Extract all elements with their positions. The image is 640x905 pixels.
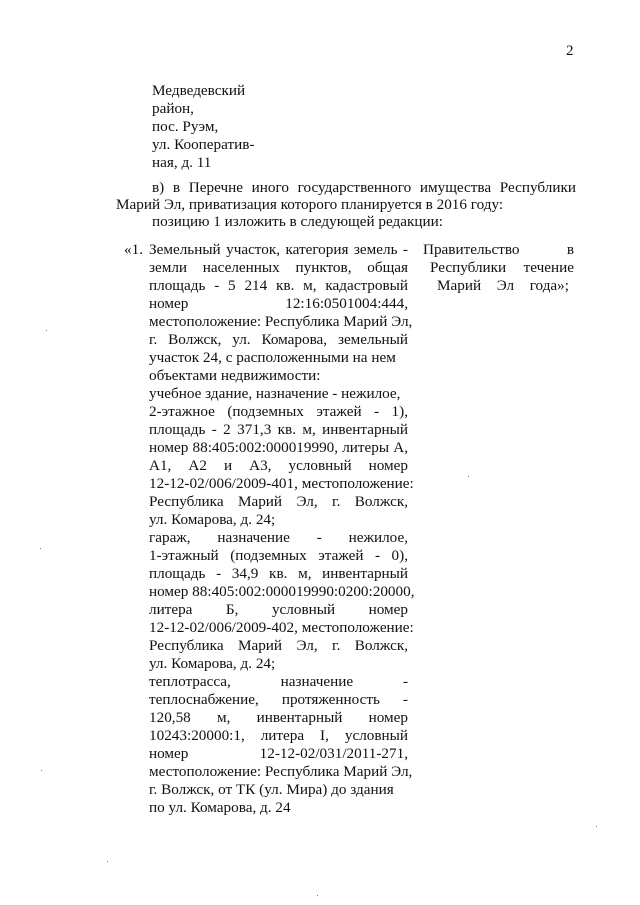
description-line: г. Волжск, ул. Комарова, земельный bbox=[149, 331, 408, 348]
scan-speck bbox=[596, 826, 597, 827]
item-number: «1. bbox=[124, 241, 143, 258]
scan-speck bbox=[41, 770, 42, 771]
description-line: ул. Комарова, д. 24; bbox=[149, 655, 276, 672]
scan-speck bbox=[46, 330, 47, 331]
description-line: А1, А2 и А3, условный номер bbox=[149, 457, 408, 474]
scan-speck bbox=[317, 895, 318, 896]
description-line: литера Б, условный номер bbox=[149, 601, 408, 618]
description-line: теплотрасса, назначение - bbox=[149, 673, 408, 690]
address-line: ная, д. 11 bbox=[152, 154, 212, 171]
description-line: земли населенных пунктов, общая bbox=[149, 259, 408, 276]
section-v-line: Марий Эл, приватизация которого планируется в 2016 году: bbox=[116, 196, 504, 213]
section-v-line: в) в Перечне иного государственного имущества Республики bbox=[152, 179, 576, 196]
description-line: 12-12-02/006/2009-402, местоположение: bbox=[149, 619, 414, 636]
description-line: гараж, назначение - нежилое, bbox=[149, 529, 408, 546]
description-line: объектами недвижимости: bbox=[149, 367, 321, 384]
description-line: учебное здание, назначение - нежилое, bbox=[149, 385, 401, 402]
description-line: площадь - 34,9 кв. м, инвентарный bbox=[149, 565, 408, 582]
section-v-line: позицию 1 изложить в следующей редакции: bbox=[152, 213, 443, 230]
description-line: площадь - 5 214 кв. м, кадастровый bbox=[149, 277, 408, 294]
description-line: ул. Комарова, д. 24; bbox=[149, 511, 276, 528]
scan-speck bbox=[107, 861, 108, 862]
description-line: местоположение: Республика Марий Эл, bbox=[149, 313, 413, 330]
method-line: Республики течение bbox=[430, 259, 574, 276]
address-line: Медведевский bbox=[152, 82, 246, 99]
scan-speck bbox=[40, 548, 41, 549]
scan-speck bbox=[468, 476, 469, 477]
method-line: Марий Эл года»; bbox=[437, 277, 569, 294]
description-line: номер 88:405:002:000019990:0200:20000, bbox=[149, 583, 415, 600]
description-line: теплоснабжение, протяженность - bbox=[149, 691, 408, 708]
address-line: район, bbox=[152, 100, 194, 117]
description-line: г. Волжск, от ТК (ул. Мира) до здания bbox=[149, 781, 394, 798]
description-line: 10243:20000:1, литера I, условный bbox=[149, 727, 408, 744]
description-line: номер 12:16:0501004:444, bbox=[149, 295, 408, 312]
description-line: 1-этажный (подземных этажей - 0), bbox=[149, 547, 408, 564]
address-line: ул. Кооператив- bbox=[152, 136, 255, 153]
description-line: 2-этажное (подземных этажей - 1), bbox=[149, 403, 408, 420]
description-line: по ул. Комарова, д. 24 bbox=[149, 799, 291, 816]
description-line: номер 12-12-02/031/2011-271, bbox=[149, 745, 408, 762]
description-line: местоположение: Республика Марий Эл, bbox=[149, 763, 413, 780]
address-line: пос. Руэм, bbox=[152, 118, 219, 135]
description-line: Земельный участок, категория земель - bbox=[149, 241, 408, 258]
description-line: участок 24, с расположенными на нем bbox=[149, 349, 396, 366]
description-line: Республика Марий Эл, г. Волжск, bbox=[149, 637, 408, 654]
page-number: 2 bbox=[566, 43, 574, 59]
method-line: Правительство в bbox=[423, 241, 574, 258]
description-line: 120,58 м, инвентарный номер bbox=[149, 709, 408, 726]
description-line: номер 88:405:002:000019990, литеры А, bbox=[149, 439, 408, 456]
description-line: Республика Марий Эл, г. Волжск, bbox=[149, 493, 408, 510]
description-line: площадь - 2 371,3 кв. м, инвентарный bbox=[149, 421, 408, 438]
description-line: 12-12-02/006/2009-401, местоположение: bbox=[149, 475, 414, 492]
